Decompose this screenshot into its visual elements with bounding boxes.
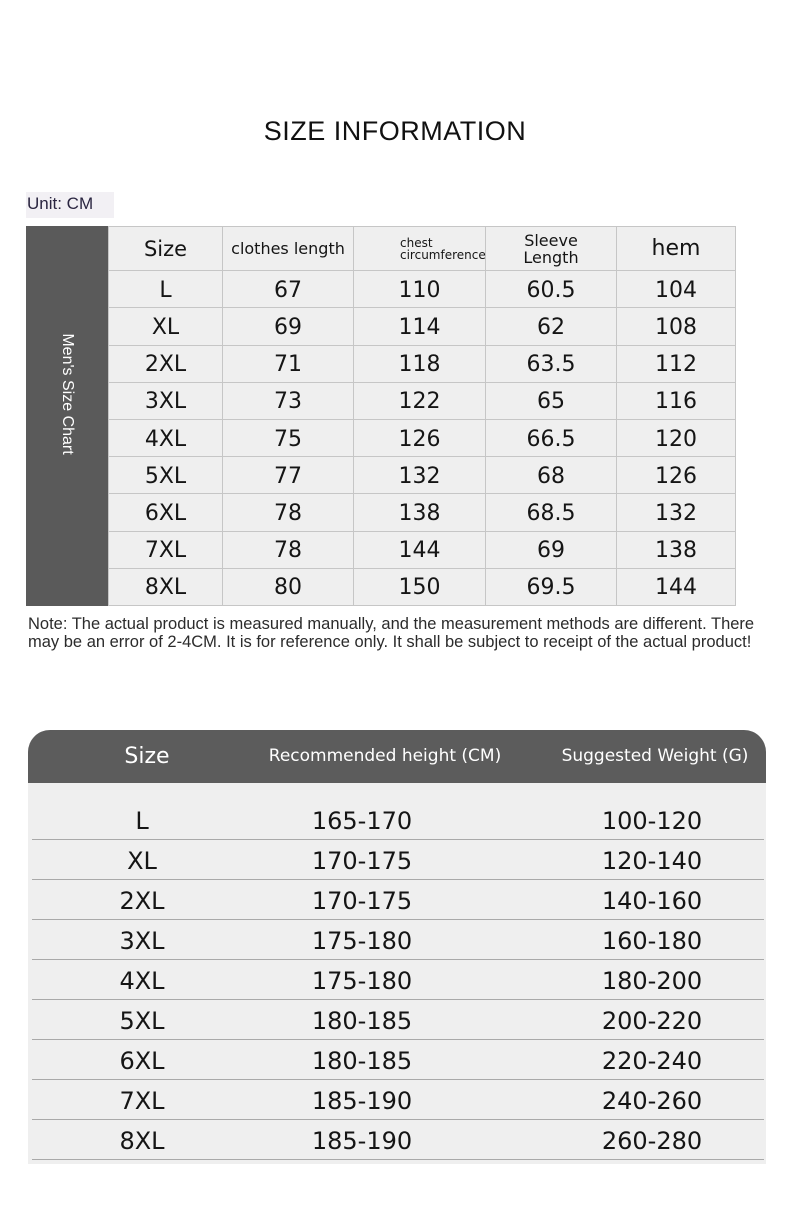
table-row bbox=[109, 457, 736, 494]
cell-chest: 144 bbox=[354, 531, 486, 568]
header-hem: hem bbox=[617, 227, 736, 271]
cell-sleeve: 62 bbox=[486, 308, 617, 345]
recommendation-header-row bbox=[28, 730, 766, 783]
table-row bbox=[32, 1080, 764, 1120]
header-sleeve-length bbox=[486, 227, 617, 271]
cell-suggested-weight: 180-200 bbox=[601, 967, 703, 995]
cell-size: 3XL bbox=[109, 382, 223, 419]
table-row bbox=[32, 1040, 764, 1080]
cell-clothes-length: 78 bbox=[223, 531, 354, 568]
header-chest-line2: circumference bbox=[400, 247, 486, 262]
cell-chest: 138 bbox=[354, 494, 486, 531]
cell-recommended-height: 170-175 bbox=[311, 847, 413, 875]
cell-recommended-height: 175-180 bbox=[311, 927, 413, 955]
header-size: Size bbox=[124, 744, 170, 769]
table-row bbox=[32, 800, 764, 840]
cell-sleeve: 65 bbox=[486, 382, 617, 419]
cell-size: 2XL bbox=[119, 887, 165, 915]
cell-suggested-weight: 140-160 bbox=[601, 887, 703, 915]
cell-suggested-weight: 260-280 bbox=[601, 1127, 703, 1155]
cell-suggested-weight: 100-120 bbox=[601, 807, 703, 835]
cell-size: 2XL bbox=[109, 345, 223, 382]
cell-clothes-length: 71 bbox=[223, 345, 354, 382]
table-row bbox=[109, 382, 736, 419]
cell-chest: 122 bbox=[354, 382, 486, 419]
cell-recommended-height: 170-175 bbox=[311, 887, 413, 915]
cell-recommended-height: 165-170 bbox=[311, 807, 413, 835]
cell-hem: 112 bbox=[617, 345, 736, 382]
cell-sleeve: 69 bbox=[486, 531, 617, 568]
cell-clothes-length: 75 bbox=[223, 419, 354, 456]
cell-size: L bbox=[109, 271, 223, 308]
cell-clothes-length: 69 bbox=[223, 308, 354, 345]
cell-sleeve: 69.5 bbox=[486, 568, 617, 605]
cell-sleeve: 68.5 bbox=[486, 494, 617, 531]
table-row bbox=[32, 840, 764, 880]
header-sleeve-line1: Sleeve bbox=[524, 230, 578, 250]
cell-hem: 126 bbox=[617, 457, 736, 494]
cell-chest: 114 bbox=[354, 308, 486, 345]
page-title: SIZE INFORMATION bbox=[263, 116, 527, 146]
cell-hem: 120 bbox=[617, 419, 736, 456]
cell-recommended-height: 175-180 bbox=[311, 967, 413, 995]
cell-sleeve: 63.5 bbox=[486, 345, 617, 382]
table-row bbox=[109, 568, 736, 605]
cell-size: 8XL bbox=[119, 1127, 165, 1155]
table-row bbox=[32, 1000, 764, 1040]
cell-suggested-weight: 220-240 bbox=[601, 1047, 703, 1075]
cell-size: XL bbox=[127, 847, 157, 875]
size-chart-side-label: Men's Size Chart bbox=[59, 333, 76, 455]
cell-clothes-length: 80 bbox=[223, 568, 354, 605]
size-chart-header-row bbox=[109, 227, 736, 271]
cell-size: 7XL bbox=[109, 531, 223, 568]
cell-chest: 126 bbox=[354, 419, 486, 456]
cell-size: 6XL bbox=[119, 1047, 165, 1075]
cell-size: 4XL bbox=[119, 967, 165, 995]
table-row bbox=[109, 419, 736, 456]
table-row bbox=[109, 308, 736, 345]
cell-size: 5XL bbox=[109, 457, 223, 494]
cell-chest: 150 bbox=[354, 568, 486, 605]
cell-sleeve: 60.5 bbox=[486, 271, 617, 308]
header-recommended-height: Recommended height (CM) bbox=[268, 746, 502, 766]
cell-recommended-height: 185-190 bbox=[311, 1127, 413, 1155]
cell-recommended-height: 185-190 bbox=[311, 1087, 413, 1115]
cell-suggested-weight: 240-260 bbox=[601, 1087, 703, 1115]
header-sleeve-line2: Length bbox=[523, 247, 579, 267]
size-chart-side-band bbox=[26, 226, 108, 606]
cell-size: 6XL bbox=[109, 494, 223, 531]
cell-hem: 108 bbox=[617, 308, 736, 345]
unit-label: Unit: CM bbox=[26, 192, 114, 218]
cell-hem: 144 bbox=[617, 568, 736, 605]
cell-hem: 104 bbox=[617, 271, 736, 308]
cell-clothes-length: 78 bbox=[223, 494, 354, 531]
cell-chest: 132 bbox=[354, 457, 486, 494]
table-row bbox=[109, 345, 736, 382]
size-chart-table bbox=[108, 226, 736, 606]
table-row bbox=[32, 880, 764, 920]
cell-suggested-weight: 120-140 bbox=[601, 847, 703, 875]
cell-suggested-weight: 160-180 bbox=[601, 927, 703, 955]
cell-clothes-length: 73 bbox=[223, 382, 354, 419]
cell-size: L bbox=[135, 807, 149, 835]
header-size: Size bbox=[109, 227, 223, 271]
table-row bbox=[109, 531, 736, 568]
header-chest-circumference bbox=[354, 227, 486, 271]
cell-chest: 110 bbox=[354, 271, 486, 308]
cell-suggested-weight: 200-220 bbox=[601, 1007, 703, 1035]
cell-size: XL bbox=[109, 308, 223, 345]
cell-size: 4XL bbox=[109, 419, 223, 456]
cell-clothes-length: 77 bbox=[223, 457, 354, 494]
cell-size: 7XL bbox=[119, 1087, 165, 1115]
cell-recommended-height: 180-185 bbox=[311, 1007, 413, 1035]
table-row bbox=[32, 920, 764, 960]
header-suggested-weight: Suggested Weight (G) bbox=[561, 746, 749, 766]
header-clothes-length: clothes length bbox=[223, 227, 354, 271]
table-row bbox=[32, 1120, 764, 1160]
table-row bbox=[109, 271, 736, 308]
cell-hem: 132 bbox=[617, 494, 736, 531]
header-chest-line1: chest bbox=[400, 235, 433, 250]
table-row bbox=[109, 494, 736, 531]
cell-size: 8XL bbox=[109, 568, 223, 605]
cell-sleeve: 68 bbox=[486, 457, 617, 494]
cell-hem: 116 bbox=[617, 382, 736, 419]
recommendation-chart bbox=[28, 730, 766, 1164]
table-row bbox=[32, 960, 764, 1000]
cell-sleeve: 66.5 bbox=[486, 419, 617, 456]
cell-size: 3XL bbox=[119, 927, 165, 955]
mens-size-chart bbox=[26, 226, 735, 606]
cell-clothes-length: 67 bbox=[223, 271, 354, 308]
cell-hem: 138 bbox=[617, 531, 736, 568]
cell-chest: 118 bbox=[354, 345, 486, 382]
measurement-note: Note: The actual product is measured manually, and the measurement methods are different. There may be an error of 2-4CM. It is for reference only. It shall be subject to receipt of the actual product! bbox=[28, 615, 755, 651]
cell-size: 5XL bbox=[119, 1007, 165, 1035]
cell-recommended-height: 180-185 bbox=[311, 1047, 413, 1075]
